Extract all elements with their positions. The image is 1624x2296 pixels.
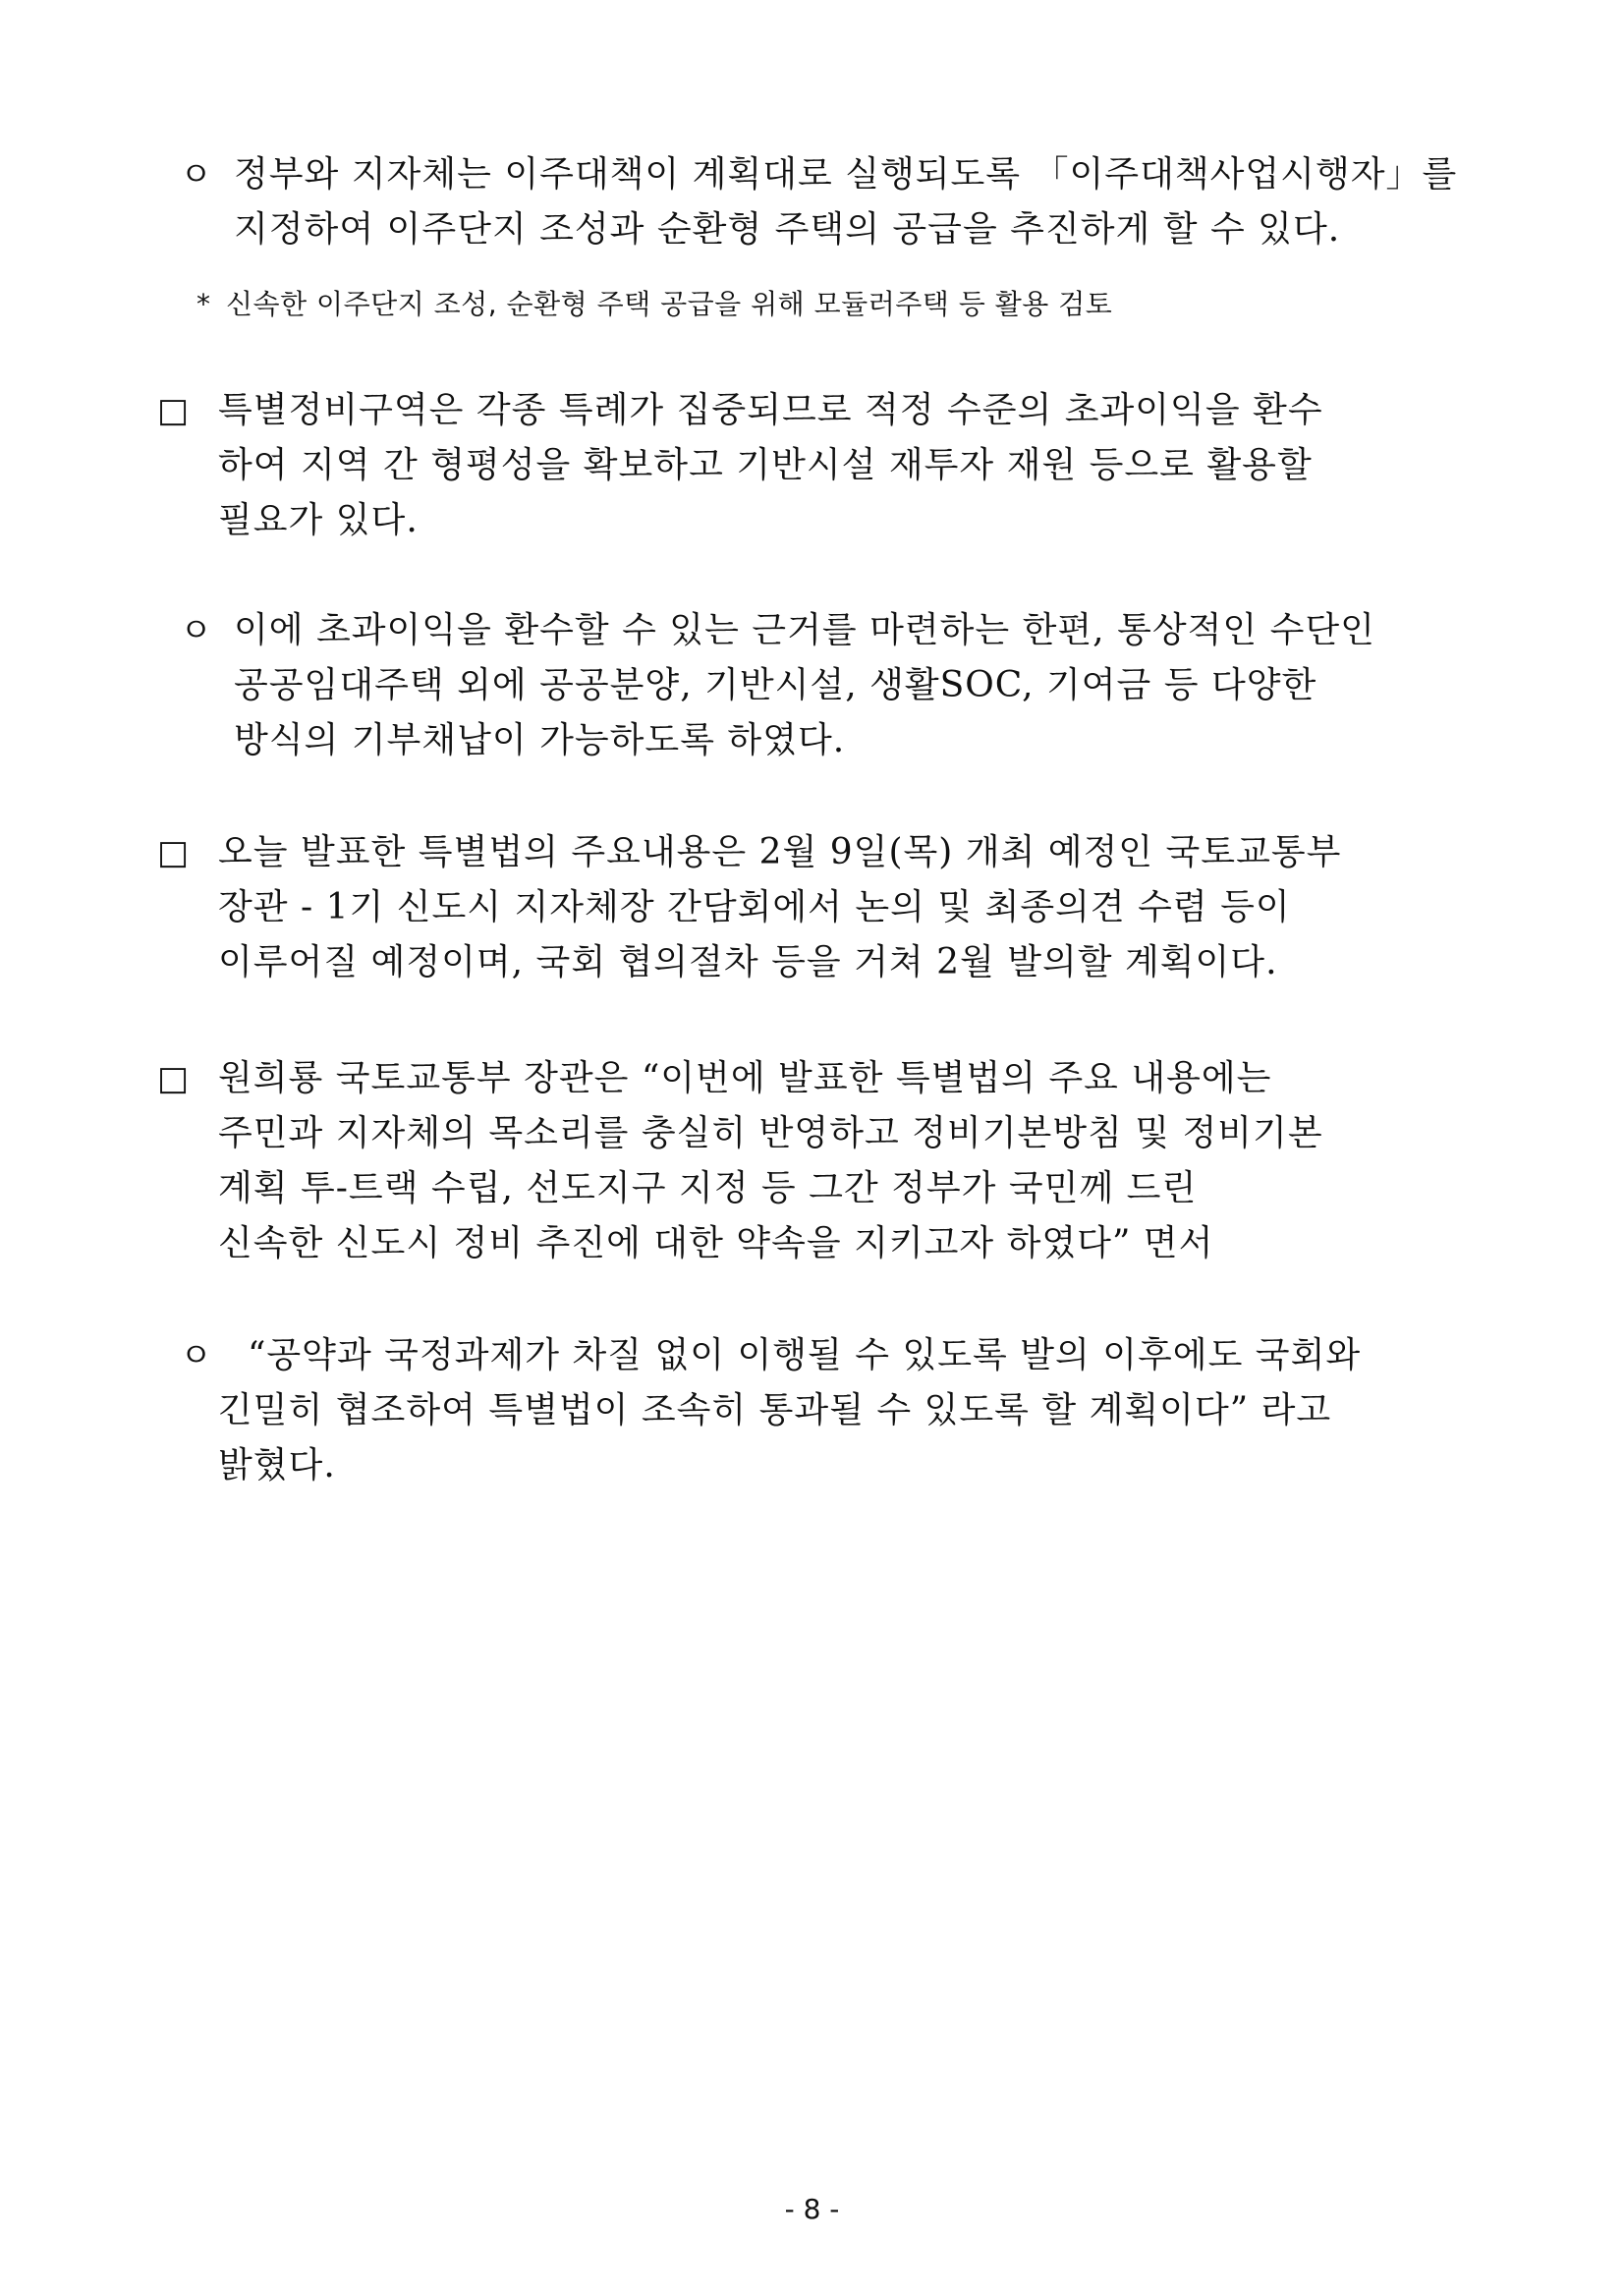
section4-line1: 오늘 발표한 특별법의 주요내용은 2월 9일(목) 개최 예정인 국토교통부: [218, 832, 1342, 872]
section1-line2: 지정하여 이주단지 조성과 순환형 주택의 공급을 추진하게 할 수 있다.: [234, 209, 1341, 250]
page-number: - 8 -: [784, 2193, 840, 2225]
section3-line3: 방식의 기부채납이 가능하도록 하였다.: [234, 720, 846, 760]
section5-line4: 신속한 신도시 정비 추진에 대한 약속을 지키고자 하였다” 면서: [218, 1223, 1214, 1263]
section1-line1: 정부와 지자체는 이주대책이 계획대로 실행되도록 「이주대책사업시행자」를: [234, 154, 1458, 195]
section6-line1: “공약과 국정과제가 차질 없이 이행될 수 있도록 발의 이후에도 국회와: [248, 1335, 1362, 1375]
section2-line1: 특별정비구역은 각종 특례가 집중되므로 적정 수준의 초과이익을 환수: [218, 390, 1323, 430]
section6-line2: 긴밀히 협조하여 특별법이 조속히 통과될 수 있도록 할 계획이다” 라고: [218, 1390, 1332, 1430]
section2-line3: 필요가 있다.: [218, 500, 419, 540]
section4-line2: 장관 - 1기 신도시 지자체장 간담회에서 논의 및 최종의견 수렴 등이: [218, 887, 1291, 927]
section5-line2: 주민과 지자체의 목소리를 충실히 반영하고 정비기본방침 및 정비기본: [218, 1113, 1323, 1153]
section1-note: 신속한 이주단지 조성, 순환형 주택 공급을 위해 모듈러주택 등 활용 검토: [226, 288, 1113, 320]
section6-line3: 밝혔다.: [218, 1445, 336, 1485]
box-bullet: □: [157, 1059, 190, 1098]
section3-line2: 공공임대주택 외에 공공분양, 기반시설, 생활SOC, 기여금 등 다양한: [234, 665, 1317, 705]
circle-bullet: ㅇ: [180, 1336, 212, 1375]
box-bullet: □: [157, 833, 190, 872]
circle-bullet: ㅇ: [180, 611, 212, 650]
section2-line2: 하여 지역 간 형평성을 확보하고 기반시설 재투자 재원 등으로 활용할: [218, 445, 1313, 485]
box-bullet: □: [157, 391, 190, 430]
section3-line1: 이에 초과이익을 환수할 수 있는 근거를 마련하는 한편, 통상적인 수단인: [234, 610, 1375, 650]
section5-line1: 원희룡 국토교통부 장관은 “이번에 발표한 특별법의 주요 내용에는: [218, 1058, 1272, 1098]
circle-bullet: ㅇ: [180, 155, 212, 195]
section4-line3: 이루어질 예정이며, 국회 협의절차 등을 거쳐 2월 발의할 계획이다.: [218, 942, 1278, 982]
section5-line3: 계획 투-트랙 수립, 선도지구 지정 등 그간 정부가 국민께 드린: [218, 1168, 1198, 1208]
note-star: *: [196, 288, 211, 320]
